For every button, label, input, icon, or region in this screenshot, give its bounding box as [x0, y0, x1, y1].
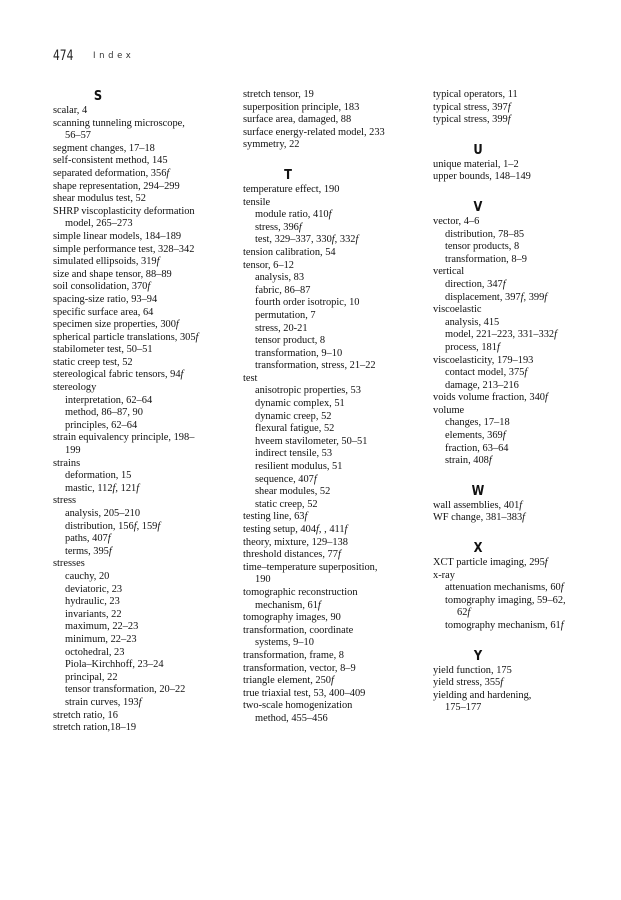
- index-entry: vector, 4–6: [433, 215, 480, 227]
- section-letter: X: [473, 540, 483, 557]
- index-subentry: mechanism, 61f: [255, 599, 321, 611]
- index-subentry: direction, 347f: [445, 278, 506, 290]
- section-gap: [433, 525, 613, 537]
- index-subentry: distribution, 78–85: [445, 228, 525, 240]
- page-header: [53, 47, 135, 64]
- index-entry: superposition principle, 183: [243, 101, 360, 113]
- index-entry: transformation, coordinate: [243, 624, 354, 636]
- index-entry: stresses: [53, 558, 85, 570]
- index-entry: stabilometer test, 50–51: [53, 344, 153, 356]
- index-subentry: transformation, 8–9: [445, 253, 527, 265]
- index-entry: x-ray: [433, 569, 455, 581]
- index-entry: tension calibration, 54: [243, 246, 336, 258]
- index-entry: static creep test, 52: [53, 356, 133, 368]
- index-entry: surface area, damaged, 88: [243, 114, 352, 126]
- index-entry: spherical particle translations, 305f: [53, 331, 199, 343]
- section-gap: [243, 152, 423, 164]
- index-entry: yielding and hardening,: [433, 689, 532, 701]
- index-entry: separated deformation, 356f: [53, 167, 170, 179]
- index-entry: typical stress, 397f: [433, 101, 511, 113]
- index-subentry: attenuation mechanisms, 60f: [445, 582, 564, 594]
- index-entry: tomography images, 90: [243, 612, 341, 624]
- index-entry: shape representation, 294–299: [53, 180, 180, 192]
- index-entry: WF change, 381–383f: [433, 512, 526, 524]
- index-subentry: distribution, 156f, 159f: [65, 520, 161, 532]
- index-entry: shear modulus test, 52: [53, 193, 146, 205]
- index-entry: triangle element, 250f: [243, 675, 334, 687]
- index-subentry: Piola–Kirchhoff, 23–24: [65, 659, 164, 671]
- index-subentry: tomography mechanism, 61f: [445, 620, 564, 631]
- index-subentry: stress, 396f: [255, 221, 302, 233]
- index-subentry: 190: [255, 574, 271, 586]
- index-subentry: displacement, 397f, 399f: [445, 291, 548, 303]
- index-entry: yield function, 175: [433, 664, 512, 676]
- index-subentry: stress, 20-21: [255, 322, 308, 334]
- index-entry: unique material, 1–2: [433, 158, 519, 170]
- running-title: Index: [93, 51, 135, 61]
- index-subentry: hveem stavilometer, 50–51: [255, 435, 368, 447]
- index-entry: stretch tensor, 19: [243, 89, 314, 100]
- index-column-3: [433, 89, 613, 715]
- index-subentry: paths, 407f: [65, 533, 111, 545]
- index-entry: viscoelasticity, 179–193: [433, 354, 534, 366]
- index-subentry: minimum, 22–23: [65, 633, 137, 645]
- index-column-2: [243, 89, 423, 726]
- index-subentry: flexural fatigue, 52: [255, 423, 335, 435]
- index-subentry: mastic, 112f, 121f: [65, 482, 140, 494]
- section-letter: T: [284, 166, 292, 183]
- index-entry: tensor, 6–12: [243, 259, 294, 271]
- index-subentry: analysis, 415: [445, 316, 500, 328]
- index-subentry: fabric, 86–87: [255, 284, 311, 296]
- index-subentry: method, 86–87, 90: [65, 407, 143, 419]
- index-subentry: deformation, 15: [65, 470, 132, 482]
- index-entry: transformation, frame, 8: [243, 649, 344, 661]
- index-entry: simulated ellipsoids, 319f: [53, 256, 160, 268]
- index-subentry: sequence, 407f: [255, 473, 317, 485]
- index-subentry: analysis, 205–210: [65, 508, 141, 519]
- index-entry: strains: [53, 457, 81, 469]
- index-subentry: anisotropic properties, 53: [255, 385, 361, 397]
- index-entry: test: [243, 372, 258, 384]
- index-entry: soil consolidation, 370f: [53, 281, 151, 293]
- index-entry: size and shape tensor, 88–89: [53, 268, 172, 280]
- index-subentry: strain, 408f: [445, 455, 492, 467]
- section-gap: [433, 468, 613, 480]
- index-entry: stereological fabric tensors, 94f: [53, 369, 184, 381]
- index-subentry: contact model, 375f: [445, 367, 528, 379]
- index-subentry: principles, 62–64: [65, 419, 138, 431]
- index-continuation: 62f: [457, 607, 471, 619]
- index-entry: transformation, vector, 8–9: [243, 662, 356, 674]
- index-subentry: transformation, 9–10: [255, 347, 343, 359]
- index-entry: true triaxial test, 53, 400–409: [243, 687, 366, 699]
- index-subentry: tensor transformation, 20–22: [65, 684, 186, 696]
- index-entry: time–temperature superposition,: [243, 561, 378, 573]
- index-subentry: systems, 9–10: [255, 637, 314, 649]
- index-entry: surface energy-related model, 233: [243, 126, 385, 138]
- index-entry: testing setup, 404f, , 411f: [243, 524, 348, 535]
- index-subentry: dynamic complex, 51: [255, 398, 345, 410]
- index-entry: stress: [53, 495, 77, 507]
- section-letter: W: [471, 482, 485, 499]
- index-entry: voids volume fraction, 340f: [433, 392, 548, 404]
- index-entry: theory, mixture, 129–138: [243, 536, 348, 548]
- index-subentry: 175–177: [445, 702, 482, 714]
- index-subentry: hydraulic, 23: [65, 596, 120, 608]
- index-subentry: invariants, 22: [65, 608, 122, 620]
- index-column-1: [53, 89, 233, 735]
- index-subentry: maximum, 22–23: [65, 621, 139, 633]
- index-subentry: 199: [65, 445, 81, 457]
- index-entry: stretch ratio, 16: [53, 709, 118, 721]
- index-entry: viscoelastic: [433, 304, 482, 316]
- index-entry: yield stress, 355f: [433, 677, 504, 689]
- index-entry: wall assemblies, 401f: [433, 499, 523, 511]
- index-entry: temperature effect, 190: [243, 183, 340, 195]
- index-subentry: resilient modulus, 51: [255, 461, 343, 473]
- section-gap: [433, 127, 613, 139]
- index-entry: vertical: [433, 266, 465, 278]
- section-letter: S: [93, 88, 103, 104]
- index-entry: stretch ration,18–19: [53, 722, 137, 734]
- index-entry: scanning tunneling microscope,: [53, 117, 185, 129]
- index-entry: typical operators, 11: [433, 89, 518, 100]
- index-subentry: tomography imaging, 59–62,: [445, 594, 566, 606]
- index-subentry: transformation, stress, 21–22: [255, 360, 376, 372]
- index-entry: simple linear models, 184–189: [53, 230, 182, 242]
- index-entry: spacing-size ratio, 93–94: [53, 293, 158, 305]
- index-entry: tomographic reconstruction: [243, 586, 358, 598]
- index-entry: stereology: [53, 382, 97, 394]
- index-entry: typical stress, 399f: [433, 114, 511, 126]
- index-entry: SHRP viscoplasticity deformation: [53, 205, 195, 217]
- index-subentry: tensor product, 8: [255, 335, 326, 347]
- index-entry: segment changes, 17–18: [53, 142, 155, 154]
- section-letter: U: [473, 141, 483, 158]
- index-subentry: strain curves, 193f: [65, 696, 142, 708]
- index-subentry: model, 221–223, 331–332f: [445, 329, 557, 341]
- index-entry: self-consistent method, 145: [53, 155, 168, 167]
- index-entry: tensile: [243, 196, 271, 208]
- index-subentry: 56–57: [65, 130, 91, 142]
- index-entry: two-scale homogenization: [243, 700, 353, 712]
- index-subentry: interpretation, 62–64: [65, 394, 153, 406]
- section-letter: Y: [473, 647, 483, 664]
- index-entry: testing line, 63f: [243, 511, 308, 523]
- index-subentry: deviatoric, 23: [65, 583, 123, 595]
- index-subentry: static creep, 52: [255, 498, 318, 510]
- index-subentry: test, 329–337, 330f, 332f: [255, 234, 359, 246]
- section-gap: [433, 633, 613, 645]
- index-subentry: process, 181f: [445, 341, 500, 353]
- index-entry: simple performance test, 328–342: [53, 243, 195, 255]
- index-subentry: damage, 213–216: [445, 379, 519, 391]
- index-subentry: tensor products, 8: [445, 241, 520, 253]
- index-subentry: module ratio, 410f: [255, 209, 332, 221]
- index-subentry: octohedral, 23: [65, 646, 125, 658]
- index-entry: volume: [433, 404, 465, 416]
- index-subentry: shear modules, 52: [255, 486, 331, 498]
- index-entry: specific surface area, 64: [53, 306, 154, 318]
- index-subentry: principal, 22: [65, 671, 118, 683]
- index-subentry: cauchy, 20: [65, 570, 110, 582]
- index-entry: symmetry, 22: [243, 139, 300, 151]
- index-entry: strain equivalency principle, 198–: [53, 432, 195, 444]
- index-subentry: indirect tensile, 53: [255, 448, 333, 460]
- index-subentry: model, 265–273: [65, 218, 133, 230]
- index-entry: specimen size properties, 300f: [53, 319, 179, 331]
- index-entry: scalar, 4: [53, 105, 88, 116]
- index-subentry: terms, 395f: [65, 545, 112, 557]
- page-number: 474: [53, 48, 74, 64]
- section-letter: V: [473, 198, 483, 215]
- index-entry: threshold distances, 77f: [243, 549, 341, 561]
- index-subentry: method, 455–456: [255, 712, 328, 724]
- index-entry: XCT particle imaging, 295f: [433, 557, 548, 569]
- index-subentry: fourth order isotropic, 10: [255, 297, 360, 309]
- index-subentry: analysis, 83: [255, 272, 305, 284]
- index-entry: upper bounds, 148–149: [433, 171, 531, 183]
- index-subentry: permutation, 7: [255, 309, 316, 321]
- index-subentry: elements, 369f: [445, 430, 506, 442]
- index-subentry: fraction, 63–64: [445, 442, 509, 454]
- index-subentry: dynamic creep, 52: [255, 410, 332, 422]
- index-subentry: changes, 17–18: [445, 417, 510, 429]
- section-gap: [433, 184, 613, 196]
